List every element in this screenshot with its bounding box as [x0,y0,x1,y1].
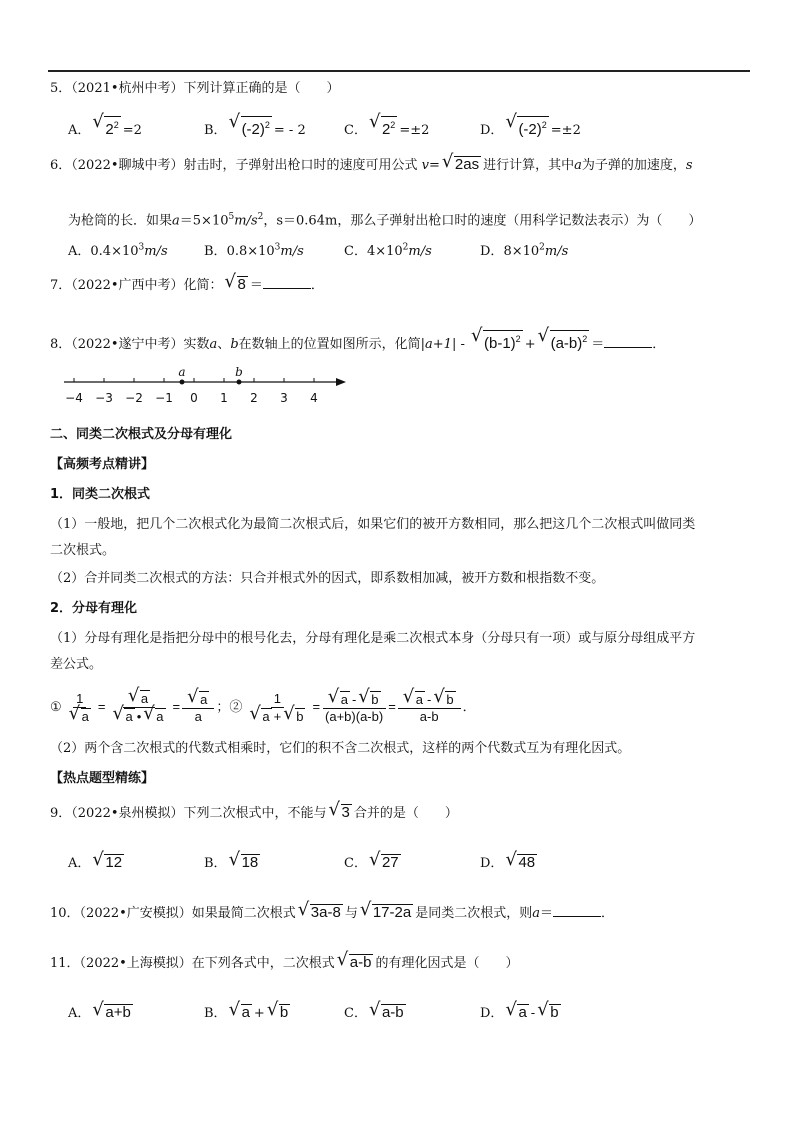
heading-key-points: 【高频考点精讲】 [50,457,155,472]
subheading-rationalize: 2．分母有理化 [50,601,138,616]
number-line-tick-label: 3 [280,391,288,405]
number-line-tick-label: 1 [220,391,228,405]
number-line [60,364,360,410]
para-3b: 差公式。 [50,657,103,672]
formula-1: 1 √ a [68,690,89,724]
q11-option-d[interactable]: D． √ a - √ b [480,999,559,1021]
q5-stem: 5．（2021•杭州中考）下列计算正确的是（ ） [50,81,340,96]
formula-3: √ a a [182,691,214,725]
q10-answer-blank[interactable] [553,904,601,917]
formula-4: 1 √ a + √ b [249,690,304,724]
para-1b: 二次根式。 [50,543,116,558]
number-line-point-label-a: a [178,365,186,379]
q7-answer-blank[interactable] [263,276,311,289]
rationalize-formulas: ① 1 √ a = √ a √ a • √ a = √ a a ；② 1 √ a + √ b = √ a - √ b (a+b)(a-b) = √ a - √ b a-b ． [50,685,476,725]
q10-stem: 10．（2022•广安模拟）如果最简二次根式 √ 3a-8 与 √ 17-2a 是同类二次根式，则a＝ ． [50,899,615,921]
q8-answer-blank[interactable] [604,335,652,348]
number-line-tick-label: 4 [310,391,318,405]
header-rule [48,70,750,72]
q11-stem: 11．（2022•上海模拟）在下列各式中，二次根式 √ a-b 的有理化因式是（ ） [50,949,519,971]
q11-option-b[interactable]: B． √ a + √ b [204,999,289,1021]
para-1a: （1）一般地，把几个二次根式化为最简二次根式后，如果它们的被开方数相同，那么把这几个二次根式叫做同类 [50,517,696,532]
number-line-point-a [180,380,185,385]
formula-2: √ a √ a • √ a [112,685,164,725]
q9-option-d[interactable]: D． √ 48 [480,849,536,871]
q6-stem-line2: 为枪筒的长．如果$a=5\times 10^5m/s^2$，s＝0.64m，那么子弹射出枪口时的速度（用科学记数法表示）为（ ） [68,212,702,229]
para-3a: （1）分母有理化是指把分母中的根号化去，分母有理化是乘二次根式本身（分母只有一项）或与原分母组成平方 [50,631,696,646]
formula-5: √ a - √ b (a+b)(a-b) [322,691,386,725]
subheading-like-radicals: 1．同类二次根式 [50,487,151,502]
q6-option-d[interactable]: D．$8\times 10^2m/s$ [480,242,569,259]
number-line-point-b [237,380,242,385]
q9-stem: 9．（2022•泉州模拟）下列二次根式中，不能与 √ 3 合并的是（ ） [50,799,458,821]
q6-stem-line1: 6．（2022•聊城中考）射击时，子弹射出枪口时的速度可用公式 v= √ 2as 进行计算，其中a为子弹的加速度，s [50,151,693,173]
para-2: （2）合并同类二次根式的方法：只合并根式外的因式，即系数相加减，被开方数和根指数不变。 [50,571,605,586]
q9-option-a[interactable]: A． √ 12 [68,849,123,871]
q8-stem: 8．（2022•遂宁中考）实数a、b在数轴上的位置如图所示，化简|a+1| - √ $(b-1)^2$ + √ $(a-b)^2$ ＝ ． [50,325,666,352]
q6-option-a[interactable]: A．$0.4\times 10^3m/s$ [68,242,168,259]
number-line-point-label-b: b [235,365,243,379]
para-4: （2）两个含二次根式的代数式相乘时，它们的积不含二次根式，这样的两个代数式互为有理化因式。 [50,741,631,756]
q5-option-a[interactable]: A． √ $2^2 =2$ [68,111,142,138]
number-line-tick-label: −1 [155,391,173,405]
q5-option-c[interactable]: C． √ $2^2 =\pm 2$ [344,111,430,138]
q9-option-c[interactable]: C． √ 27 [344,849,399,871]
q11-option-a[interactable]: A． √ a+b [68,999,131,1021]
number-line-arrow [336,378,346,386]
q9-option-b[interactable]: B． √ 18 [204,849,259,871]
section-title: 二、同类二次根式及分母有理化 [50,427,233,442]
number-line-tick-label: −3 [95,391,113,405]
q6-option-b[interactable]: B．$0.8\times 10^3m/s$ [204,242,304,259]
heading-practice: 【热点题型精练】 [50,771,155,786]
number-line-tick-label: −2 [125,391,143,405]
number-line-tick-label: 2 [250,391,258,405]
number-line-tick-label: −4 [65,391,83,405]
q5-option-b[interactable]: B． √ $(-2)^2$ = - 2 [204,111,306,138]
formula-6: √ a - √ b a-b [398,691,461,725]
q5-option-d[interactable]: D． √ $(-2)^2 =\pm 2$ [480,111,581,138]
q7-stem: 7．（2022•广西中考）化简： √ 8 ＝ ． [50,271,324,293]
number-line-tick-label: 0 [190,391,198,405]
q11-option-c[interactable]: C． √ a-b [344,999,404,1021]
q6-option-c[interactable]: C．$4\times 10^2m/s$ [344,242,432,259]
